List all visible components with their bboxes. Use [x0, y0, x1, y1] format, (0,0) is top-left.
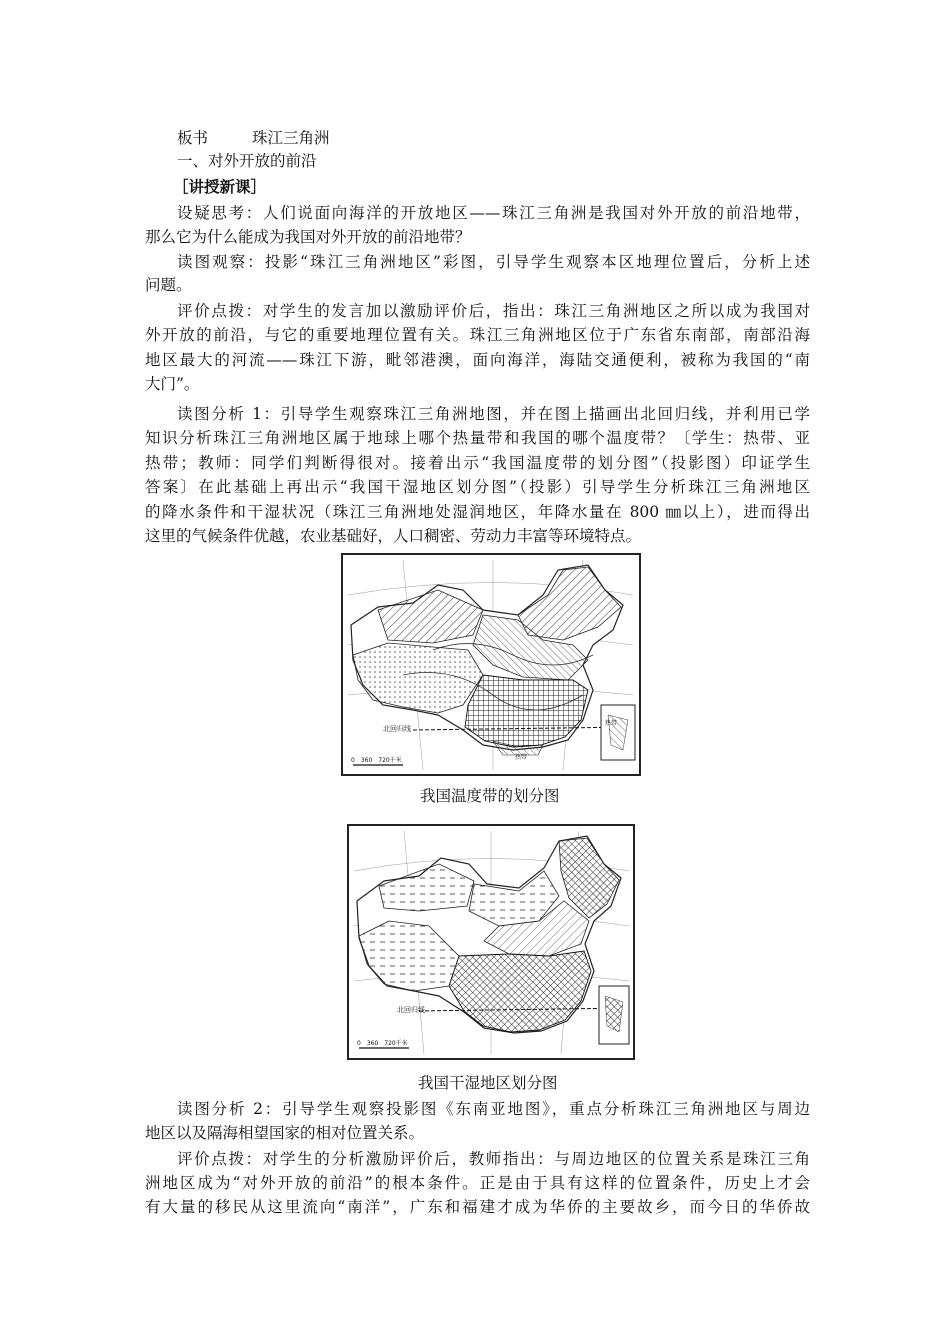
plateau-climate-zone	[353, 643, 483, 713]
paragraph-line: 评价点拨：对学生的发言加以激励评价后，指出：珠江三角洲地区之所以成为我国对	[177, 302, 810, 320]
paragraph-line: 外开放的前沿，与它的重要地理位置有关。珠江三角洲地区位于广东省东南部，南部沿海	[145, 326, 810, 344]
tropic-label: 北回归线	[397, 1006, 425, 1014]
humid-region-south	[449, 951, 591, 1032]
paragraph-line: 的降水条件和干湿状况（珠江三角洲地处湿润地区，年降水量在 800 ㎜以上），进而得出	[145, 503, 810, 521]
dry-wet-map-graphic	[349, 826, 633, 1058]
paragraph-line: 设疑思考：人们说面向海洋的开放地区——珠江三角洲是我国对外开放的前沿地带，	[177, 204, 810, 222]
temperature-zone-map	[341, 553, 641, 776]
figure1-caption: 我国温度带的划分图	[420, 787, 560, 805]
paragraph-line: 评价点拨：对学生的分析激励评价后，教师指出：与周边地区的位置关系是珠江三角	[177, 1150, 810, 1168]
dry-wet-region-map	[347, 824, 635, 1060]
paragraph-line: 读图分析 2：引导学生观察投影图《东南亚地图》，重点分析珠江三角洲地区与周边	[177, 1100, 810, 1118]
lesson-title: 珠江三角洲	[252, 129, 330, 147]
paragraph-line: 地区以及隔海相望国家的相对位置关系。	[145, 1124, 425, 1142]
figure2-caption: 我国干湿地区划分图	[418, 1074, 558, 1092]
paragraph-line: 答案〕在此基础上再出示“我国干湿地区划分图”（投影）引导学生分析珠江三角洲地区	[145, 478, 810, 496]
new-lesson-tag: ［讲授新课］	[173, 177, 267, 196]
paragraph-line: 大门”。	[145, 375, 200, 393]
tropical-inset-label: 热带	[605, 720, 618, 727]
scale-label: 0 360 720千米	[357, 1040, 408, 1047]
paragraph-line: 读图观察：投影“珠江三角洲地区”彩图，引导学生观察本区地理位置后，分析上述	[177, 253, 810, 271]
paragraph-line: 问题。	[145, 276, 192, 294]
temperature-map-graphic	[343, 555, 639, 774]
scale-label: 0 360 720千米	[351, 757, 402, 764]
tropical-label: 热带	[515, 754, 528, 761]
paragraph-line: 那么它为什么能成为我国对外开放的前沿地带？	[145, 228, 471, 246]
tropic-label: 北回归线	[383, 725, 411, 733]
paragraph-line: 读图分析 1：引导学生观察珠江三角洲地图，并在图上描画出北回归线，并利用已学	[177, 405, 810, 423]
section-heading: 一、对外开放的前沿	[177, 152, 317, 170]
paragraph-line: 洲地区成为“对外开放的前沿”的根本条件。正是由于具有这样的位置条件，历史上才会	[145, 1174, 810, 1192]
paragraph-line: 地区最大的河流——珠江下游，毗邻港澳，面向海洋，海陆交通便利，被称为我国的“南	[145, 351, 810, 369]
paragraph-line: 热带；教师：同学们判断得很对。接着出示“我国温度带的划分图”（投影图）印证学生	[145, 454, 810, 472]
board-label: 板书	[177, 129, 209, 147]
paragraph-line: 知识分析珠江三角洲地区属于地球上哪个热量带和我国的哪个温度带？〔学生：热带、亚	[145, 429, 810, 447]
paragraph-line: 这里的气候条件优越，农业基础好，人口稠密、劳动力丰富等环境特点。	[145, 527, 642, 545]
paragraph-line: 有大量的移民从这里流向“南洋”，广东和福建才成为华侨的主要故乡，而今日的华侨故	[145, 1198, 810, 1216]
